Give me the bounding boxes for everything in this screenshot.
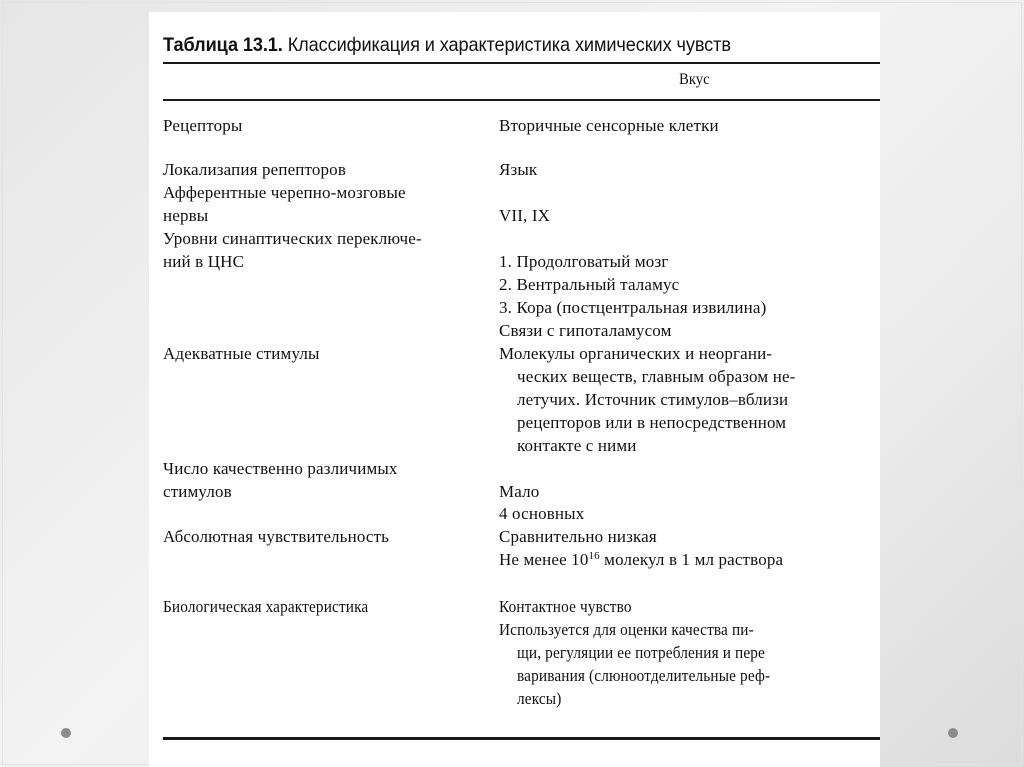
row-label-nerves-line2: нервы xyxy=(163,206,209,225)
row-value-localization: Язык xyxy=(499,160,538,179)
row-label-receptors: Рецепторы xyxy=(163,116,243,135)
column-header-taste: Вкус xyxy=(679,71,710,88)
row-value-stimuli-1: Молекулы органических и неоргани- xyxy=(499,344,773,363)
row-value-synaptic-1: 1. Продолговатый мозг xyxy=(499,252,669,271)
table-title-number: Таблица 13.1. xyxy=(163,34,283,56)
row-value-synaptic-4: Связи с гипоталамусом xyxy=(499,321,672,340)
row-value-biological-2: Используется для оценки качества пи- xyxy=(499,620,754,639)
top-rule xyxy=(163,62,880,64)
row-value-count-1: Мало xyxy=(499,482,540,501)
row-label-nerves-line1: Афферентные черепно-мозговые xyxy=(163,183,406,202)
row-value-biological-5: лексы) xyxy=(517,689,562,708)
row-label-synaptic-line1: Уровни синаптических переключе- xyxy=(163,229,422,248)
table-title xyxy=(163,34,731,57)
row-label-sensitivity: Абсолютная чувствительность xyxy=(163,527,390,546)
row-value-stimuli-3: летучих. Источник стимулов–вблизи xyxy=(517,390,789,409)
row-value-synaptic-3: 3. Кора (постцентральная извилина) xyxy=(499,298,767,317)
row-label-count-line2: стимулов xyxy=(163,482,232,501)
sensitivity-prefix: Не менее 10 xyxy=(499,550,589,569)
row-label-synaptic-line2: ний в ЦНС xyxy=(163,252,245,271)
bottom-rule xyxy=(163,737,880,740)
row-value-biological-1: Контактное чувство xyxy=(499,597,632,616)
row-value-sensitivity-1: Сравнительно низкая xyxy=(499,527,657,546)
row-value-stimuli-2: ческих веществ, главным образом не- xyxy=(517,367,796,386)
table-title-text: Классификация и характеристика химических чувств xyxy=(282,34,731,56)
sensitivity-suffix: молекул в 1 мл раствора xyxy=(599,550,784,569)
scanned-table-image xyxy=(149,12,880,767)
row-label-localization: Локализапия репепторов xyxy=(163,160,347,179)
row-value-biological-4: варивания (слюноотделительные реф- xyxy=(517,666,771,685)
row-label-stimuli: Адекватные стимулы xyxy=(163,344,320,363)
row-value-stimuli-4: рецепторов или в непосредственном xyxy=(517,413,787,432)
header-rule xyxy=(163,99,880,101)
row-value-synaptic-2: 2. Вентральный таламус xyxy=(499,275,680,294)
row-label-count-line1: Число качественно различимых xyxy=(163,459,398,478)
row-value-stimuli-5: контакте с ними xyxy=(517,436,637,455)
row-value-nerves: VII, IX xyxy=(499,206,551,225)
row-value-sensitivity-2 xyxy=(499,550,783,570)
row-value-receptors: Вторичные сенсорные клетки xyxy=(499,116,719,135)
row-value-biological-3: щи, регуляции ее потребления и пере xyxy=(517,643,765,662)
slide-nav-dot-right xyxy=(948,728,958,738)
row-label-biological: Биологическая характеристика xyxy=(163,597,369,616)
slide-nav-dot-left xyxy=(61,728,71,738)
sensitivity-exponent: 16 xyxy=(588,550,600,562)
row-value-count-2: 4 основных xyxy=(499,504,585,523)
